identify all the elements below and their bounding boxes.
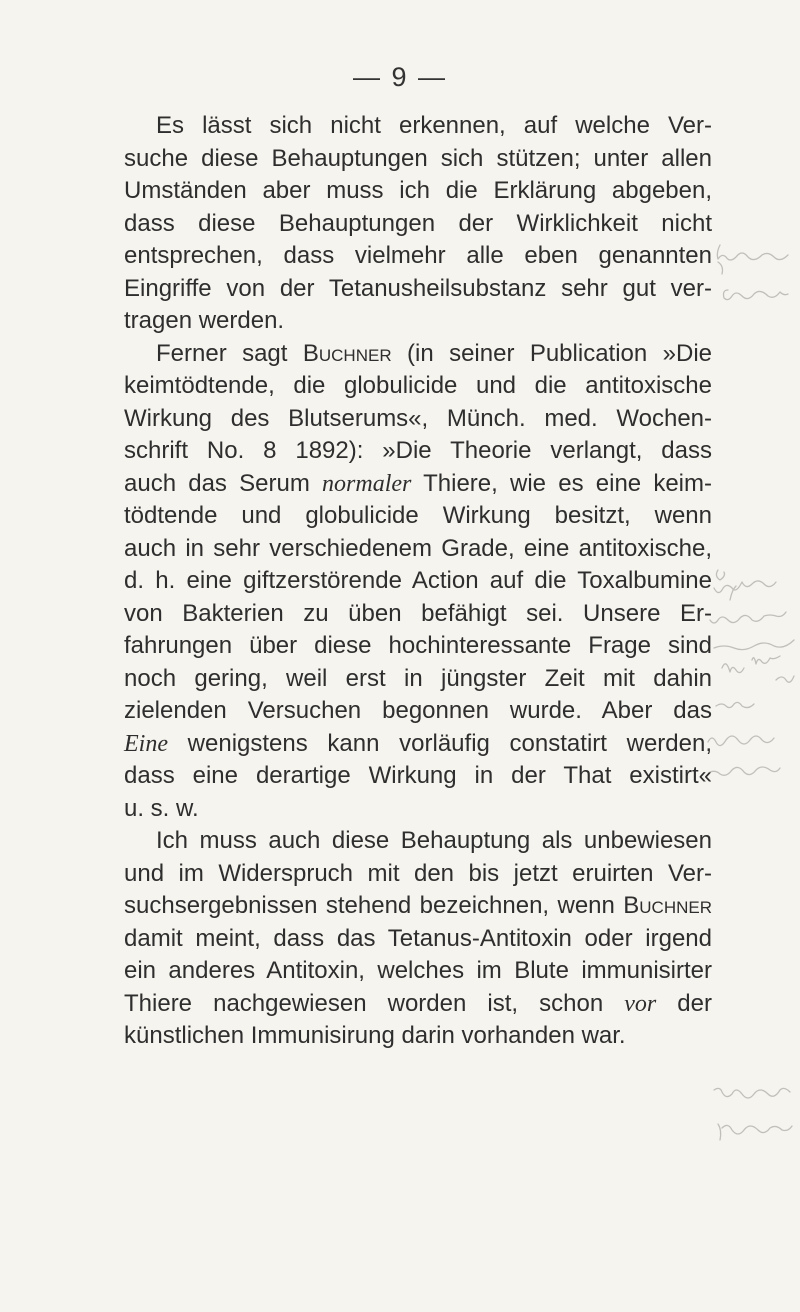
text-run: Thiere, wie es eine keim-: [411, 469, 712, 497]
text-line: entsprechen, dass vielmehr alle eben genannten: [124, 242, 712, 269]
text-line: fahrungen über diese hochinteressante Frage sind: [124, 632, 712, 659]
paragraph-3: [124, 825, 712, 1053]
text-line: [124, 338, 712, 371]
author-name: Buchner: [302, 339, 392, 367]
text-line: ein anderes Antitoxin, welches im Blute immunisirter: [124, 957, 712, 984]
text-line: Wirkung des Blutserums«, Münch. med. Wochen-: [124, 404, 712, 432]
text-line: und im Widerspruch mit den bis jetzt eruirten Ver-: [124, 859, 712, 887]
text-line: künstlichen Immunisirung darin vorhanden war.: [124, 1022, 626, 1049]
text-line: [124, 988, 712, 1021]
text-run: suchsergebnissen stehend bezeichnen, wenn: [124, 892, 624, 919]
text-run: Ferner sagt: [156, 339, 303, 367]
text-line: noch gering, weil erst in jüngster Zeit mit dahin: [124, 664, 712, 692]
text-line: zielenden Versuchen begonnen wurde. Aber das: [124, 697, 712, 724]
emphasis: vor: [624, 990, 657, 1017]
text-line: dass eine derartige Wirkung in der That existirt«: [124, 762, 712, 789]
text-line: Es lässt sich nicht erkennen, auf welche Ver-: [156, 112, 712, 139]
text-line: dass diese Behauptungen der Wirklichkeit nicht: [124, 209, 712, 237]
text-line: damit meint, dass das Tetanus-Antitoxin oder irgend: [124, 924, 712, 952]
text-run: auch das Serum: [124, 469, 323, 497]
text-line: Eingriffe von der Tetanusheilsubstanz sehr gut ver-: [124, 274, 712, 302]
body-text: [124, 110, 712, 1053]
paragraph-2: [124, 338, 712, 826]
text-line: schrift No. 8 1892): »Die Theorie verlangt, dass: [124, 437, 712, 464]
text-line: tödtende und globulicide Wirkung besitzt, wenn: [124, 502, 712, 529]
text-line: Umständen aber muss ich die Erklärung abgeben,: [124, 177, 712, 204]
text-run: (in seiner Publication »Die: [391, 339, 713, 367]
text-run: der: [656, 989, 712, 1017]
emphasis: normaler: [322, 470, 412, 497]
text-run: Thiere nachgewiesen worden ist, schon: [124, 989, 625, 1017]
page-number: — 9 —: [352, 62, 448, 92]
text-line: auch in sehr verschiedenem Grade, eine antitoxische,: [124, 534, 712, 562]
text-line: tragen werden.: [124, 307, 285, 334]
text-line: Ich muss auch diese Behauptung als unbewiesen: [156, 827, 712, 854]
handwriting-marks: [700, 0, 800, 1308]
margin-scribbles: [700, 0, 800, 1308]
text-line: [124, 890, 712, 923]
text-line: von Bakterien zu üben befähigt sei. Unsere Er-: [124, 599, 712, 627]
emphasis: Eine: [124, 730, 168, 757]
text-line: [124, 468, 712, 501]
text-run: wenigstens kann vorläufig constatirt werden,: [167, 729, 712, 757]
text-line: [124, 728, 712, 761]
paragraph-1: [124, 110, 712, 338]
text-line: keimtödtende, die globulicide und die antitoxische: [124, 372, 712, 399]
text-line: suche diese Behauptungen sich stützen; unter allen: [124, 144, 712, 172]
text-line: d. h. eine giftzerstörende Action auf die Toxalbumine: [124, 567, 712, 594]
text-line: u. s. w.: [124, 794, 199, 822]
author-name: Buchner: [623, 892, 712, 919]
